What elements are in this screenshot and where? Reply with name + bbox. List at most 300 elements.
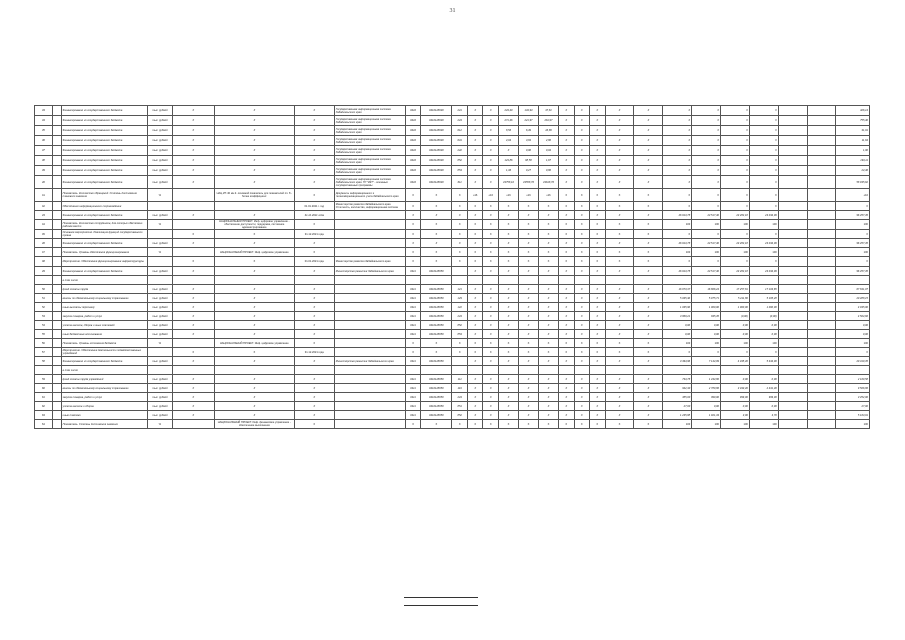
cell-name: Финансирование из государственного бюджета	[61, 136, 148, 146]
cell-v11: X	[634, 239, 663, 248]
cell-v6: X	[538, 348, 558, 357]
cell-v12: X	[663, 126, 692, 136]
cell-v2: X	[467, 126, 483, 136]
cell-doc	[334, 375, 405, 384]
cell-v4: 4,94	[499, 136, 519, 146]
cell-doc	[334, 211, 405, 220]
cell-c6	[294, 366, 334, 375]
cell-empty	[778, 230, 807, 239]
cell-c6: 01.01.2021 года	[294, 257, 334, 267]
cell-v1: 244	[452, 393, 468, 402]
cell-v15: 100	[749, 420, 778, 429]
cell-v4: X	[499, 257, 519, 267]
cell-v10: X	[605, 285, 634, 294]
cell-unit	[148, 257, 172, 267]
cell-v6: X	[538, 330, 558, 339]
cell-empty	[778, 348, 807, 357]
cell-v14: 17 257,81	[721, 285, 750, 294]
cell-kbk	[421, 276, 452, 285]
cell-unit: тыс. рублей	[148, 176, 172, 189]
cell-v14: 1 000,00	[721, 303, 750, 312]
cell-v7: X	[558, 136, 574, 146]
cell-v6	[538, 366, 558, 375]
cell-v3: X	[483, 294, 499, 303]
table-row	[35, 357, 870, 366]
cell-empty	[52, 267, 61, 276]
cell-name: Показатель. Уровень исполнения бюджета	[61, 339, 148, 348]
cell-id: 33	[35, 106, 53, 116]
cell-v9: X	[590, 106, 606, 116]
cell-id: 53	[35, 312, 53, 321]
table-row	[35, 116, 870, 126]
cell-c6: Х	[294, 136, 334, 146]
cell-v16: X	[836, 202, 870, 211]
cell-code: 0410	[405, 166, 421, 176]
cell-v5: X	[519, 384, 539, 393]
cell-v7: X	[558, 230, 574, 239]
cell-empty	[778, 146, 807, 156]
cell-v7: X	[558, 176, 574, 189]
cell-v9: X	[590, 116, 606, 126]
cell-v7: X	[558, 116, 574, 126]
cell-code: 0410	[405, 146, 421, 156]
cell-v1: 631	[452, 136, 468, 146]
cell-v11: X	[634, 411, 663, 420]
cell-v5: 134,93	[519, 106, 539, 116]
cell-c6: Х	[294, 189, 334, 202]
cell-empty	[807, 294, 836, 303]
cell-v3: X	[483, 230, 499, 239]
cell-code: 0411	[405, 303, 421, 312]
cell-id: 42	[35, 202, 53, 211]
cell-v11: X	[634, 393, 663, 402]
cell-v4	[499, 366, 519, 375]
cell-v2: ≤16	[467, 189, 483, 202]
cell-v4: X	[499, 393, 519, 402]
table-row	[35, 189, 870, 202]
cell-v12: X	[663, 156, 692, 166]
cell-v10	[605, 366, 634, 375]
cell-v2: X	[467, 285, 483, 294]
cell-v13: X	[692, 348, 721, 357]
cell-v7: X	[558, 156, 574, 166]
table-row	[35, 220, 870, 230]
cell-v11: X	[634, 339, 663, 348]
cell-v2: X	[467, 402, 483, 411]
cell-c4: X	[172, 176, 214, 189]
cell-v5: X	[519, 411, 539, 420]
cell-empty	[807, 116, 836, 126]
table-row	[35, 257, 870, 267]
cell-v8: X	[574, 321, 590, 330]
cell-doc: Государственная информационная система Забайкальского края	[334, 116, 405, 126]
cell-v4: X	[499, 220, 519, 230]
cell-name: Финансирование из государственного бюджета	[61, 156, 148, 166]
cell-v11: X	[634, 230, 663, 239]
cell-v8: X	[574, 156, 590, 166]
cell-v4: X	[499, 312, 519, 321]
cell-v13: 23 517,40	[692, 211, 721, 220]
cell-c6: Х	[294, 411, 334, 420]
cell-v7: X	[558, 375, 574, 384]
cell-doc: Министерство развития Забайкальского края	[334, 267, 405, 276]
cell-c6: Х	[294, 393, 334, 402]
cell-unit: тыс. рублей	[148, 312, 172, 321]
cell-empty	[807, 166, 836, 176]
cell-v16: 67 841,07	[836, 285, 870, 294]
cell-v14: X	[721, 146, 750, 156]
cell-c6: Х	[294, 156, 334, 166]
cell-v11: X	[634, 294, 663, 303]
cell-code: 0411	[405, 330, 421, 339]
cell-empty	[52, 257, 61, 267]
cell-v2: X	[467, 384, 483, 393]
cell-c4	[172, 220, 214, 230]
cell-c5: X	[214, 330, 294, 339]
cell-code: 0411	[405, 375, 421, 384]
cell-v14: X	[721, 230, 750, 239]
cell-v10: X	[605, 420, 634, 429]
cell-doc	[334, 384, 405, 393]
cell-c5: X	[214, 267, 294, 276]
cell-v8: X	[574, 348, 590, 357]
cell-v15: X	[749, 348, 778, 357]
cell-doc	[334, 420, 405, 429]
cell-v14: 3,00	[721, 411, 750, 420]
table-row	[35, 176, 870, 189]
cell-v6: X	[538, 202, 558, 211]
table-body	[35, 106, 870, 429]
cell-v15: 3,70	[749, 411, 778, 420]
cell-id: 50	[35, 285, 53, 294]
cell-empty	[52, 156, 61, 166]
cell-v15: X	[749, 166, 778, 176]
cell-v7: X	[558, 294, 574, 303]
cell-id: 36	[35, 136, 53, 146]
cell-v8: X	[574, 339, 590, 348]
cell-v16: X	[836, 257, 870, 267]
cell-v10: X	[605, 211, 634, 220]
cell-kbk: X	[421, 211, 452, 220]
cell-empty	[52, 230, 61, 239]
cell-empty	[807, 106, 836, 116]
cell-v15	[749, 366, 778, 375]
cell-v9: X	[590, 176, 606, 189]
cell-v1: X	[452, 220, 468, 230]
cell-v12: 1 235,88	[663, 411, 692, 420]
cell-v11: X	[634, 106, 663, 116]
cell-v16: 1,90	[836, 146, 870, 156]
cell-v13: X	[692, 106, 721, 116]
cell-c5: X	[214, 126, 294, 136]
cell-doc	[334, 330, 405, 339]
cell-doc	[334, 285, 405, 294]
cell-kbk: 0410128630	[421, 106, 452, 116]
cell-v16: 100	[836, 339, 870, 348]
cell-c5: НАЦИОНАЛЬНЫЙ ПРОЕКТ. Инф. финансовое управление - обеспечение выполнения	[214, 420, 294, 429]
cell-id: 37	[35, 146, 53, 156]
cell-v5	[519, 366, 539, 375]
cell-doc	[334, 393, 405, 402]
cell-v12: X	[663, 116, 692, 126]
cell-code: 0411	[405, 285, 421, 294]
cell-v5: 221,97	[519, 116, 539, 126]
cell-v8: X	[574, 230, 590, 239]
cell-v11: X	[634, 136, 663, 146]
cell-name: взносы по обязательному социальному страхованию	[61, 294, 148, 303]
cell-c4	[172, 276, 214, 285]
cell-c4	[172, 202, 214, 211]
cell-v15: X	[749, 126, 778, 136]
cell-code: X	[405, 239, 421, 248]
cell-v7: X	[558, 348, 574, 357]
cell-c5	[214, 366, 294, 375]
cell-v10: X	[605, 312, 634, 321]
table-row	[35, 156, 870, 166]
cell-v16	[836, 366, 870, 375]
cell-unit: тыс. рублей	[148, 146, 172, 156]
cell-c6: Х	[294, 330, 334, 339]
cell-v12: X	[663, 146, 692, 156]
cell-c6: Х	[294, 384, 334, 393]
cell-v13: 16 806,24	[692, 285, 721, 294]
cell-empty	[807, 248, 836, 257]
cell-v3: X	[483, 202, 499, 211]
cell-c5: НАЦ.ИТ-40 мн.К. основной показатель для показателей пп. 8 - более коэффициент	[214, 189, 294, 202]
cell-v4: X	[499, 402, 519, 411]
cell-empty	[778, 402, 807, 411]
cell-v10: X	[605, 189, 634, 202]
table-row	[35, 276, 870, 285]
table-row	[35, 285, 870, 294]
cell-unit	[148, 202, 172, 211]
cell-empty	[52, 339, 61, 348]
cell-c4: X	[172, 166, 214, 176]
cell-id: 62	[35, 402, 53, 411]
cell-id: 57	[35, 348, 53, 357]
cell-v3: X	[483, 285, 499, 294]
cell-code: 0410	[405, 176, 421, 189]
cell-v9: X	[590, 303, 606, 312]
cell-code: 0411	[405, 294, 421, 303]
table-row	[35, 230, 870, 239]
cell-v16: 0,00	[836, 321, 870, 330]
cell-v15: X	[749, 116, 778, 126]
cell-code: 0410	[405, 136, 421, 146]
cell-v16: 11,64	[836, 136, 870, 146]
cell-code: 0410	[405, 126, 421, 136]
cell-v6: 1,67	[538, 156, 558, 166]
cell-v7: X	[558, 330, 574, 339]
cell-v5: X	[519, 267, 539, 276]
cell-v2: X	[467, 312, 483, 321]
table-row	[35, 366, 870, 375]
cell-v10: X	[605, 136, 634, 146]
cell-v14: X	[721, 126, 750, 136]
cell-empty	[52, 393, 61, 402]
cell-v12: 455,00	[663, 393, 692, 402]
cell-c5: X	[214, 176, 294, 189]
program-table	[34, 105, 870, 429]
cell-v1: 852	[452, 321, 468, 330]
cell-v4: X	[499, 239, 519, 248]
cell-v4: X	[499, 357, 519, 366]
cell-v13: 0,00	[692, 321, 721, 330]
cell-empty	[807, 267, 836, 276]
cell-v16: X	[836, 348, 870, 357]
cell-empty	[52, 211, 61, 220]
cell-v9: X	[590, 321, 606, 330]
cell-name: Финансирование из государственного бюджета	[61, 106, 148, 116]
cell-v7: X	[558, 393, 574, 402]
table-row	[35, 166, 870, 176]
cell-v6: 261,97	[538, 116, 558, 126]
cell-empty	[807, 189, 836, 202]
cell-c6: Х	[294, 357, 334, 366]
cell-v10	[605, 276, 634, 285]
cell-v4: X	[499, 420, 519, 429]
cell-unit: тыс. рублей	[148, 106, 172, 116]
cell-v16: 5 163,91	[836, 411, 870, 420]
cell-v8: X	[574, 239, 590, 248]
cell-v7: X	[558, 267, 574, 276]
cell-c6	[294, 276, 334, 285]
cell-v16: 96 457,45	[836, 267, 870, 276]
cell-v11: X	[634, 375, 663, 384]
cell-v6: X	[538, 321, 558, 330]
cell-kbk: X	[421, 257, 452, 267]
cell-empty	[52, 136, 61, 146]
cell-v6: X	[538, 239, 558, 248]
cell-code: X	[405, 220, 421, 230]
cell-v5: X	[519, 312, 539, 321]
cell-v10: X	[605, 375, 634, 384]
cell-v6: X	[538, 220, 558, 230]
cell-empty	[807, 136, 836, 146]
cell-v3: X	[483, 375, 499, 384]
cell-unit: %	[148, 248, 172, 257]
cell-v1: X	[452, 339, 468, 348]
cell-empty	[807, 285, 836, 294]
cell-v8: X	[574, 375, 590, 384]
cell-c4	[172, 420, 214, 429]
cell-v2: X	[467, 294, 483, 303]
cell-v2: X	[467, 106, 483, 116]
cell-id: 38	[35, 156, 53, 166]
cell-v9: X	[590, 330, 606, 339]
cell-doc	[334, 348, 405, 357]
cell-c4: X	[172, 402, 214, 411]
cell-name: Финансирование из государственного бюджета	[61, 166, 148, 176]
table-row	[35, 294, 870, 303]
cell-v10: X	[605, 330, 634, 339]
cell-empty	[778, 384, 807, 393]
cell-v6: X	[538, 230, 558, 239]
cell-v14: 100	[721, 339, 750, 348]
cell-v16: 4 504,66	[836, 312, 870, 321]
cell-doc	[334, 411, 405, 420]
cell-v14: X	[721, 136, 750, 146]
cell-v5: ≤16	[519, 189, 539, 202]
cell-v2: X	[467, 267, 483, 276]
cell-empty	[52, 375, 61, 384]
cell-c4: X	[172, 257, 214, 267]
cell-c6: X	[294, 339, 334, 348]
cell-id	[35, 276, 53, 285]
cell-empty	[52, 357, 61, 366]
cell-kbk: 0410128650	[421, 411, 452, 420]
cell-v15: 23 044,09	[749, 267, 778, 276]
cell-c4: X	[172, 116, 214, 126]
cell-unit: тыс. рублей	[148, 321, 172, 330]
cell-unit: %	[148, 339, 172, 348]
cell-v1: 129	[452, 294, 468, 303]
cell-c6: Х	[294, 294, 334, 303]
cell-v13: X	[692, 189, 721, 202]
cell-doc	[334, 312, 405, 321]
cell-c5: X	[214, 211, 294, 220]
cell-c4: X	[172, 156, 214, 166]
cell-empty	[778, 366, 807, 375]
cell-v1: 611	[452, 176, 468, 189]
cell-v2: X	[467, 176, 483, 189]
cell-v2: X	[467, 303, 483, 312]
cell-v14: 23 282,18	[721, 239, 750, 248]
cell-empty	[778, 375, 807, 384]
cell-v11: X	[634, 202, 663, 211]
cell-name: Финансирование из государственного бюджета	[61, 211, 148, 220]
cell-v12: 27,00	[663, 402, 692, 411]
cell-v6: X	[538, 393, 558, 402]
cell-v3: X	[483, 106, 499, 116]
cell-v15: X	[749, 106, 778, 116]
cell-v9: X	[590, 384, 606, 393]
cell-empty	[52, 321, 61, 330]
cell-v8: X	[574, 146, 590, 156]
cell-v7: X	[558, 285, 574, 294]
cell-v4: X	[499, 285, 519, 294]
cell-v15: 2 431,30	[749, 384, 778, 393]
cell-v16: 96 457,45	[836, 211, 870, 220]
cell-v5: 19558,76	[519, 176, 539, 189]
cell-v13: X	[692, 166, 721, 176]
cell-v1: X	[452, 248, 468, 257]
cell-v3: X	[483, 303, 499, 312]
cell-v15	[749, 276, 778, 285]
cell-empty	[807, 146, 836, 156]
cell-v15: X	[749, 156, 778, 166]
cell-v12: 1 035,90	[663, 303, 692, 312]
cell-v12: X	[663, 348, 692, 357]
cell-v12: 0,00	[663, 330, 692, 339]
cell-v6: X	[538, 411, 558, 420]
cell-v12: 942,30	[663, 384, 692, 393]
cell-v11: X	[634, 357, 663, 366]
cell-unit: тыс. рублей	[148, 267, 172, 276]
cell-v6: X	[538, 357, 558, 366]
cell-v2: X	[467, 136, 483, 146]
cell-doc	[334, 303, 405, 312]
cell-empty	[807, 257, 836, 267]
cell-empty	[778, 393, 807, 402]
cell-v6: ≤16	[538, 189, 558, 202]
cell-id: 48	[35, 257, 53, 267]
cell-v4: ≤16	[499, 189, 519, 202]
cell-v3	[483, 366, 499, 375]
cell-v5: X	[519, 402, 539, 411]
cell-v12: 3 394,96	[663, 357, 692, 366]
cell-empty	[778, 339, 807, 348]
